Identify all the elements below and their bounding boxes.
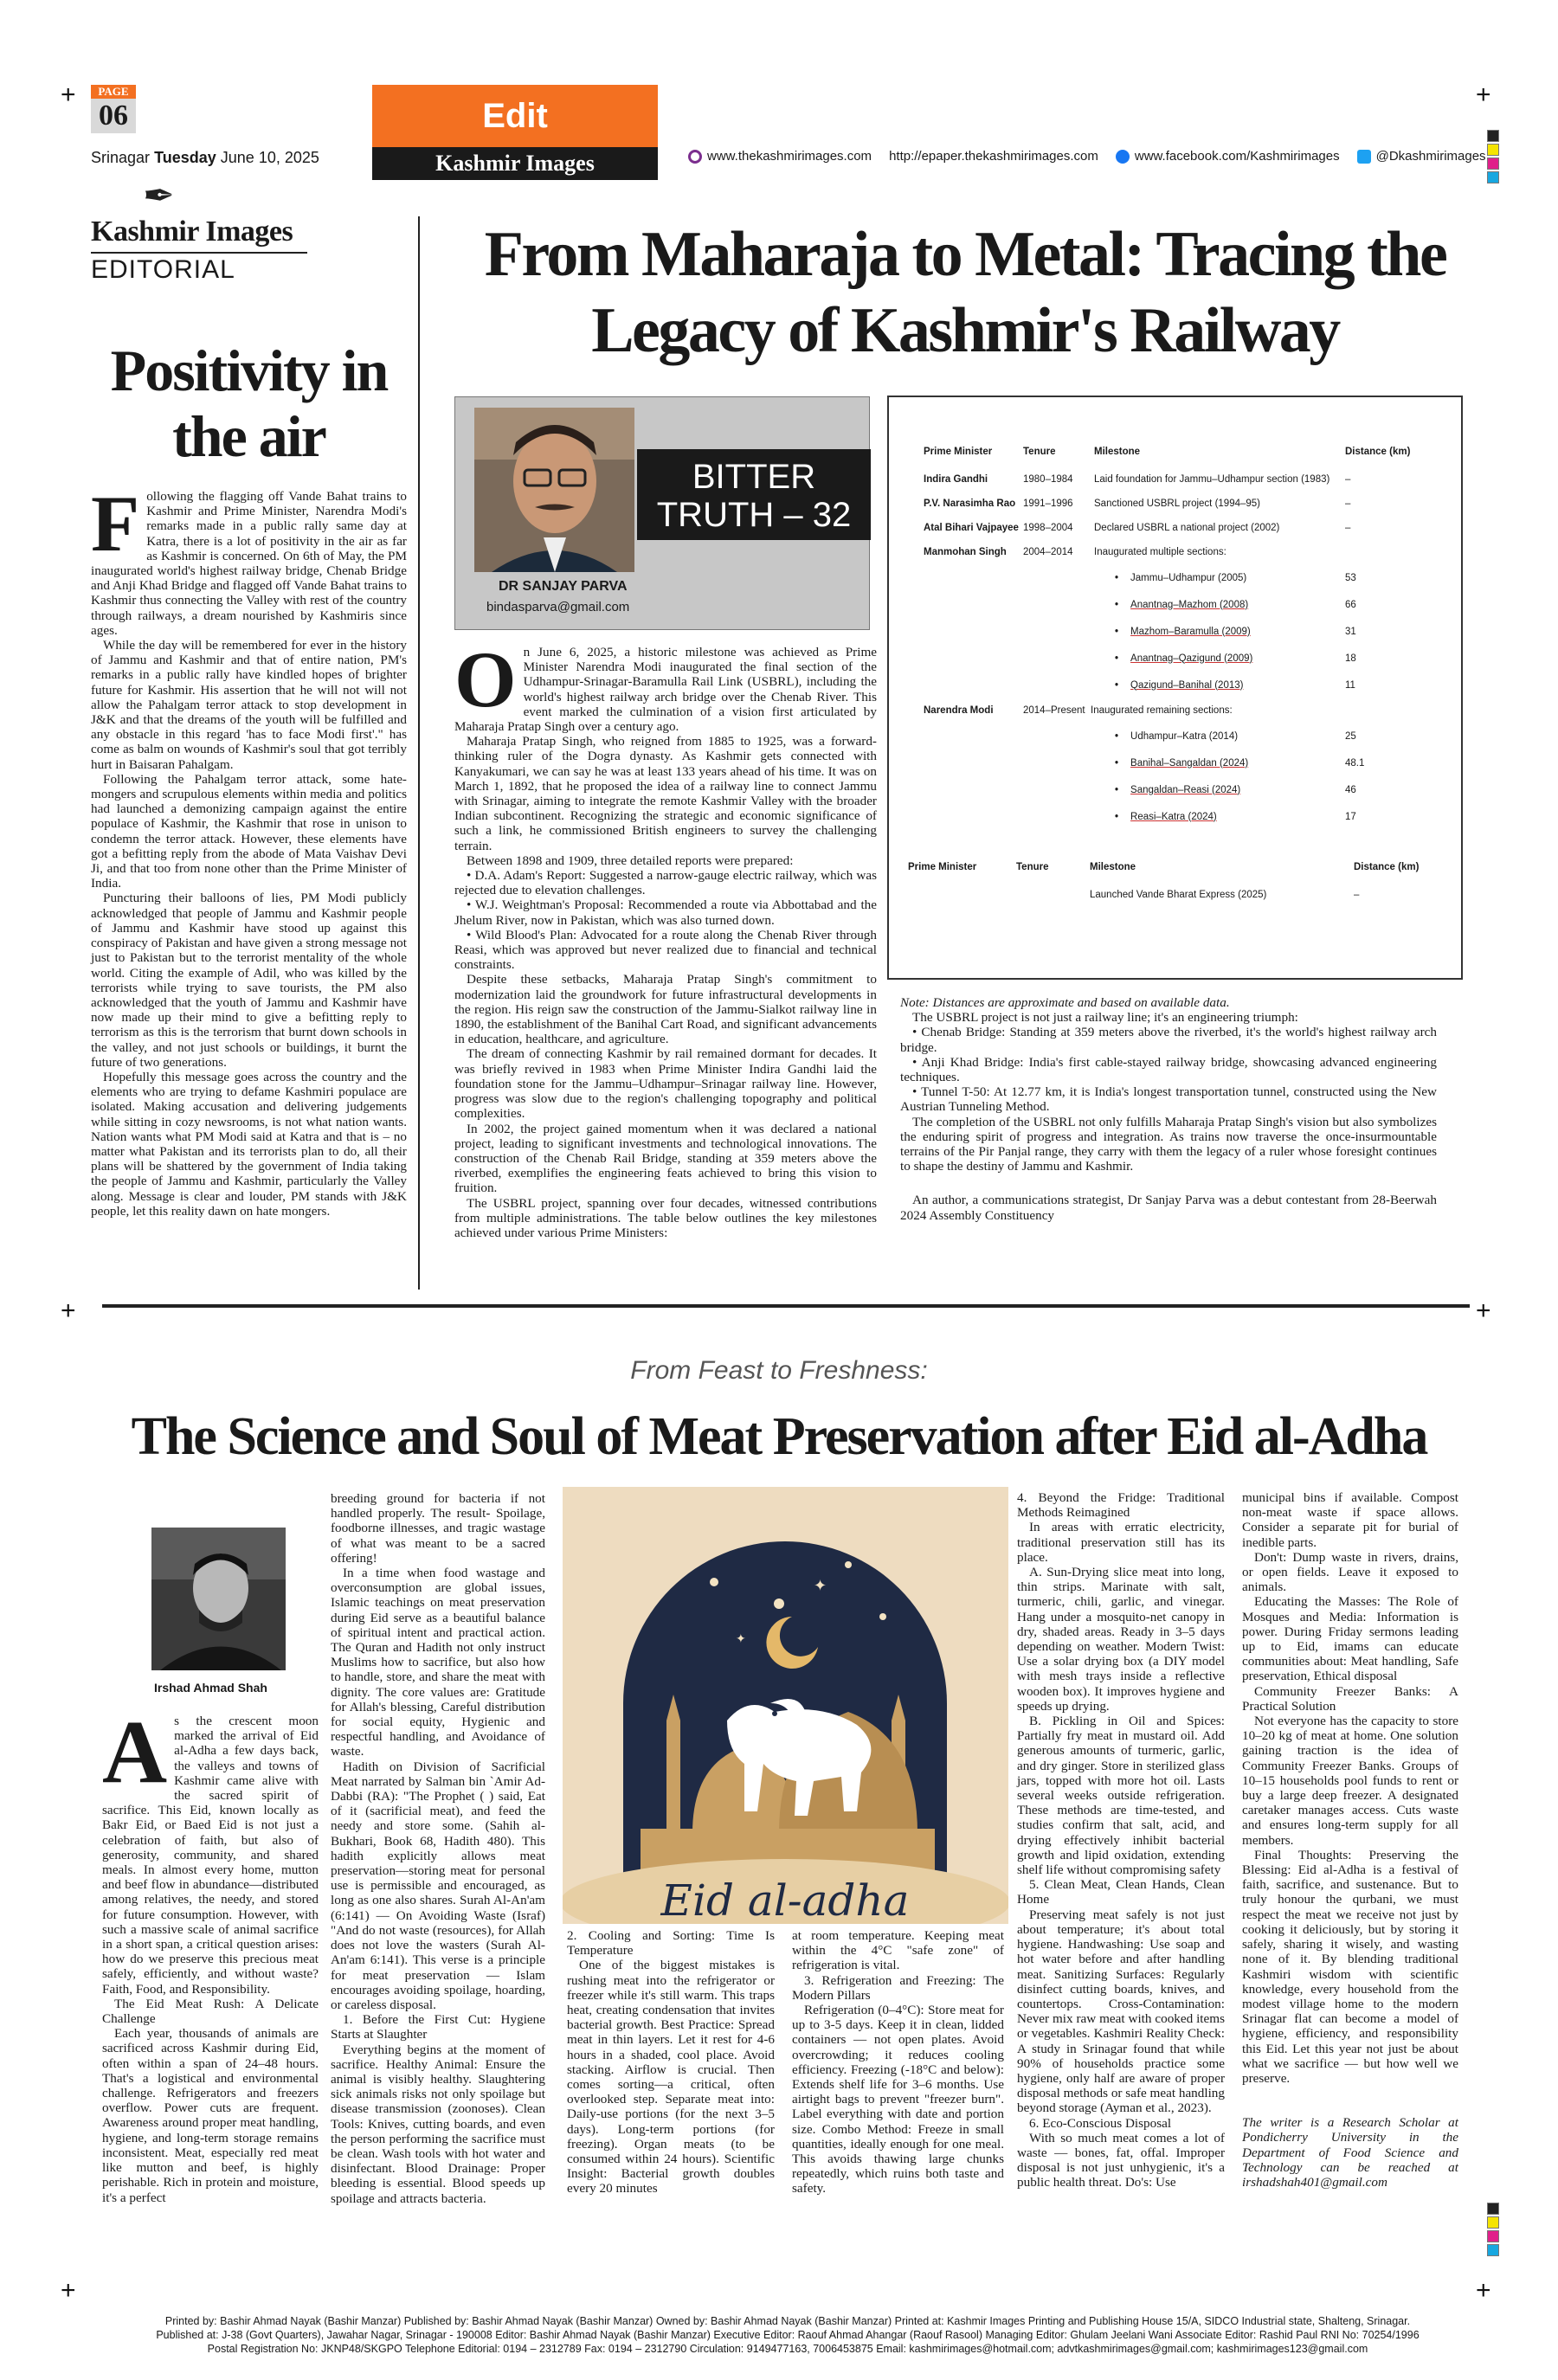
column-label-line: TRUTH – 32	[656, 496, 852, 534]
table-row	[924, 698, 1443, 723]
twitter-icon	[1357, 150, 1371, 164]
meat-column-2	[331, 1491, 545, 2206]
imprint-line: Printed by: Bashir Ahmad Nayak (Bashir Manzar) Published by: Bashir Ahmad Nayak (Bashir Manzar) Owned by: Bashir Ahmad Nayak (Bashir Manzar) Printed at: Kashmir Images Printing and Publishing House 15/A, SIDCO Industrial state, Shalteng, Srinagar.	[164, 2315, 1411, 2327]
color-swatch	[1487, 2244, 1499, 2256]
table-row	[908, 883, 1445, 907]
table-cell: 17	[1345, 811, 1356, 822]
table-row	[924, 749, 1443, 776]
registration-mark: +	[1476, 2276, 1491, 2305]
registration-mark: +	[1476, 80, 1491, 109]
railway-paragraph: • Chenab Bridge: Standing at 359 meters above the riverbed, it's the world's highest railway arch bridge.	[900, 1025, 1437, 1055]
meat-column-3	[567, 1928, 775, 2197]
table-cell: –	[1345, 523, 1351, 533]
table-cell: 25	[1345, 730, 1356, 742]
table-row	[924, 723, 1443, 749]
meat-paragraph: breeding ground for bacteria if not handled properly. The result- Spoilage, foodborne illnesses, and tragic wastage of what was meant to be a sacred offering!	[331, 1491, 545, 1566]
author-name: Irshad Ahmad Shah	[154, 1681, 267, 1695]
color-swatch	[1487, 171, 1499, 183]
table-cell: –	[1354, 890, 1360, 900]
facebook-link[interactable]	[1116, 149, 1340, 164]
railway-body-continued	[900, 995, 1437, 1223]
table-cell: Udhampur–Katra (2014)	[1130, 730, 1239, 742]
table-cell: Atal Bihari Vajpayee	[924, 523, 1019, 533]
meat-paragraph: Preserving meat safely is not just about temperature; it's about total hygiene. Handwashing: Use soap and hot water before and after handling meat. Sanitizing Surfaces: Regularly disinfect cutting boards, knives, and countertops. Cross-Contamination: Never mix raw meat with cooked items or vegetables. Kashmiri Reality Check: A study in Srinagar found that while 90% of households practice some hygiene, only half are aware of proper disposal methods or safe meat handling beyond storage (Ayman et al., 2023).	[1017, 1907, 1225, 2116]
meat-paragraph: Each year, thousands of animals are sacrificed across Kashmir during Eid, often within a span of 24–48 hours. That's a logistical and environmental challenge. Refrigerators and freezers overflow. Power cuts are frequent. Awareness around proper meat handling, hygiene, and long-term storage remains inconsistent. Meat, especially red meat like mutton and beef, is highly perishable. Rich in protein and moisture, it's a perfect	[102, 2026, 319, 2205]
color-swatch	[1487, 2203, 1499, 2215]
meat-paragraph: Refrigeration (0–4°C): Store meat for up to 3-5 days. Keep it in clean, lidded containers — not open plates. Avoid overcrowding; it reduces cooling efficiency. Freezing (-18°C and below): Extends shelf life for 3–6 months. Use airtight bags to prevent "freezer burn". Label everything with date and portion size. Combo Method: Freeze in small quantities, ideally enough for one meal. This avoids thawing large chunks repeatedly, which ruins both taste and safety.	[792, 2003, 1004, 2197]
bullet-item	[1115, 785, 1240, 795]
railway-paragraph: • Wild Blood's Plan: Advocated for a route along the Chenab River through Reasi, which was approved but never realized due to financial and technical constraints.	[454, 927, 877, 973]
meat-column-1	[102, 1702, 319, 2205]
milestone-table	[887, 396, 1463, 980]
editorial-paragraph: Puncturing their balloons of lies, PM Modi publicly acknowledged that people of Jammu and Kashmir people of Jammu and Kashmir have stood up against this conspiracy of Pakistan and have given a strong message not just to Pakistan but to the terrorist mentality of the whole world. Citing the example of Adil, who was killed by the terrorists while trying to save tourists, the PM also acknowledged that the youth of Jammu and Kashmir have now made up their mind to give a befitting reply to terrorism as this is the terrorism that burnt down schools in the valley, and not just schools or buildings, it burnt the future of two generations.	[91, 891, 407, 1070]
table-cell: Manmohan Singh	[924, 547, 1007, 557]
drop-cap: O	[454, 635, 517, 724]
table-header: Tenure	[1016, 862, 1049, 872]
table-row	[924, 591, 1443, 618]
table-cell: Laid foundation for Jammu–Udhampur section (1983)	[1094, 474, 1330, 485]
meat-column-4	[792, 1928, 1004, 2197]
railway-headline	[433, 216, 1497, 369]
table-cell: 2014–Present	[1023, 705, 1085, 716]
railway-paragraph: The USBRL project is not just a railway line; it's an engineering triumph:	[912, 1010, 1298, 1026]
table-cell: Declared USBRL a national project (2002)	[1094, 523, 1280, 533]
table-cell: P.V. Narasimha Rao	[924, 499, 1016, 509]
table-header: Prime Minister	[924, 447, 993, 457]
meat-paragraph: 1. Before the First Cut: Hygiene Starts at Slaughter	[331, 2012, 545, 2042]
color-swatch	[1487, 158, 1499, 170]
meat-paragraph: 6. Eco-Conscious Disposal	[1029, 2115, 1172, 2131]
twitter-link[interactable]	[1357, 149, 1486, 164]
table-cell: 2004–2014	[1023, 547, 1073, 557]
table-cell: Sanctioned USBRL project (1994–95)	[1094, 499, 1260, 509]
table-row	[924, 516, 1443, 540]
author-photo	[151, 1528, 286, 1670]
author-name: DR SANJAY PARVA	[499, 579, 628, 594]
editorial-headline: Positivity in the air	[110, 338, 388, 469]
table-header: Prime Minister	[908, 862, 977, 872]
table-cell: Qazigund–Banihal (2013)	[1130, 679, 1244, 691]
railway-paragraph: The dream of connecting Kashmir by rail remained dormant for decades. It was briefly revived in 1983 when Prime Minister Indira Gandhi laid the foundation stone for the Jammu–Udhampur–Srinagar railway line. However, progress was slow due to the region's challenging topography and political complexities.	[454, 1046, 877, 1122]
author-bio: The writer is a Research Scholar at Pondicherry University in the Department of Food Science and Technology can be reached at irshadshah401@gmail.com	[1242, 2115, 1458, 2190]
registration-mark: +	[61, 2276, 76, 2305]
table-cell: Indira Gandhi	[924, 474, 988, 485]
editorial-paragraph: Following the Pahalgam terror attack, some hate-mongers and scrupulous elements within media and politics had launched a demonizing campaign against the entire populace of Kashmir, the Kashmir that rose in unison to condemn the terror attack. However, these elements have got a befitting reply from the abode of Mata Vaishav Devi Ji, and that too from none other than the Prime Minister of India.	[91, 771, 407, 891]
section-divider	[102, 1304, 1470, 1308]
epaper-link[interactable]: http://epaper.thekashmirimages.com	[889, 149, 1098, 164]
bullet-item	[1115, 600, 1248, 610]
table-cell: –	[1345, 474, 1351, 485]
facebook-icon	[1116, 150, 1130, 164]
table-row	[924, 564, 1443, 591]
meat-paragraph: 5. Clean Meat, Clean Hands, Clean Home	[1017, 1877, 1225, 1907]
color-swatch	[1487, 2230, 1499, 2242]
table-row	[924, 492, 1443, 516]
table-cell: 11	[1345, 679, 1355, 691]
color-swatch	[1487, 2216, 1499, 2229]
railway-paragraph: The completion of the USBRL not only fulfills Maharaja Pratap Singh's vision but also symbolizes the enduring spirit of progress and integration. As trains now traverse the once-insurmountable terrains of the Pir Panjal range, they carry with them the legacy of a ruler whose foresight continues to shape the destiny of Jammu and Kashmir.	[900, 1114, 1437, 1174]
railway-headline-line: Legacy of Kashmir's Railway	[591, 295, 1339, 366]
drop-cap: A	[102, 1702, 168, 1802]
table-cell: 31	[1345, 626, 1356, 637]
meat-paragraph: Don't: Dump waste in rivers, drains, or open fields. Leave it exposed to animals.	[1242, 1549, 1458, 1595]
table-header-row	[924, 436, 1443, 467]
bullet-item	[1115, 573, 1246, 583]
page-number-badge	[91, 85, 156, 137]
meat-paragraph: Not everyone has the capacity to store 10–20 kg of meat at home. One solution gaining traction is the idea of Community Freezer Banks. Groups of 10–15 households pool funds to rent or buy a large deep freezer. A designated caretaker manages access. Cuts waste and ensures long-term supply for all members.	[1242, 1714, 1458, 1848]
railway-body	[454, 635, 877, 1240]
globe-icon	[688, 150, 702, 164]
dateline-day: Tuesday	[154, 149, 216, 166]
table-row	[924, 672, 1443, 698]
railway-paragraph: In 2002, the project gained momentum when it was declared a national project, leading to significant investments and technological innovations. The construction of the Chenab Rail Bridge, standing at 359 meters above the riverbed, exemplifies the engineering feats achieved to bring this vision to fruition.	[454, 1121, 877, 1196]
author-email[interactable]: bindasparva@gmail.com	[486, 600, 630, 614]
editorial-paragraph	[91, 479, 407, 638]
meat-paragraph: 4. Beyond the Fridge: Traditional Methods Reimagined	[1017, 1490, 1225, 1521]
quill-icon: ✒	[143, 175, 175, 217]
editorial-paragraph: Hopefully this message goes across the country and the elements who are trying to defame Kashmiri populace are isolated. Making accusation and delivering judgements while sitting in cozy newsrooms, is not what nation wants. Nation wants what PM Modi said at Katra and that is – no matter what Pakistan and its terrorists plan to do, all their plans will be shattered by the government of India taking the people of Jammu and Kashmir, particularly the Valley along. Message is clear and louder, PM stands with J&K people, let this reality dawn on hate mongers.	[91, 1069, 407, 1219]
meat-paragraph: B. Pickling in Oil and Spices: Partially fry meat in mustard oil. Add generous amounts of turmeric, garlic, and dry ginger. Store in sterilized glass jars, topped with more hot oil. Lasts several weeks outside refrigeration. These methods are time-tested, and studies confirm that salt, acid, and drying effectively inhibit bacterial growth and lipid oxidation, extending shelf life without compromising safety	[1017, 1714, 1225, 1878]
color-swatch	[1487, 144, 1499, 156]
table-cell: 1998–2004	[1023, 523, 1073, 533]
table-cell	[1345, 540, 1443, 564]
table-cell: Sangaldan–Reasi (2024)	[1130, 784, 1241, 795]
meat-paragraph: One of the biggest mistakes is rushing meat into the refrigerator or freezer while it's still warm. This traps heat, creating condensation that invites bacterial growth. Best Practice: Spread meat in thin layers. Let it rest for 4-6 hours in a shaded, cool place. Avoid stacking. Airflow is crucial. Then comes sorting—a critical, often overlooked step. Separate meat into: Daily-use portions (for the next 3–5 days). Long-term portions (for freezing). Organ meats (to be consumed within 24 hours). Scientific Insight: Bacterial growth doubles every 20 minutes	[567, 1958, 775, 2197]
table-header: Tenure	[1023, 447, 1056, 457]
meat-paragraph: In a time when food wastage and overconsumption are global issues, Islamic teachings on meat preservation during Eid serve as a beautiful balance of spiritual intent and practical action. The Quran and Hadith not only instruct Muslims how to sacrifice, but also how to handle, store, and share the meat with dignity. The core values are: Gratitude for Allah's blessing, Careful distribution for social equity, Hygienic and respectful handling, and Avoidance of waste.	[331, 1566, 545, 1759]
column-label	[637, 449, 871, 540]
meat-paragraph: 2. Cooling and Sorting: Time Is Temperature	[567, 1928, 775, 1959]
table-header: Distance (km)	[1345, 447, 1411, 457]
editorial-text: ollowing the flagging off Vande Bahat trains to Kashmir and Prime Minister, Narendra Modi's remarks made in a public rally same day at Katra, there is a lot of positivity in the air as far as Kashmir is concerned. On 6th of May, the PM inaugurated world's highest railway bridge, Chenab Bridge and Anji Khad Bridge and flagged off Vande Bahat trains to Kashmir thus connecting the Valley with rest of the country through railways, a dream nourished by Kashmiris since ages.	[91, 489, 407, 638]
railway-text: n June 6, 2025, a historic milestone was achieved as Prime Minister Narendra Modi inaugurated the final section of the Udhampur-Srinagar-Baramulla Rail Link (USBRL), including the world's highest railway arch bridge over the Chenab River. This event marked the culmination of a vision first articulated by Maharaja Pratap Singh over a century ago.	[454, 645, 877, 735]
registration-mark: +	[61, 80, 76, 109]
table-cell: –	[1345, 499, 1351, 509]
table-cell: Mazhom–Baramulla (2009)	[1130, 626, 1251, 637]
dateline-city: Srinagar	[91, 149, 151, 166]
color-swatch	[1487, 130, 1499, 142]
imprint-line: Postal Registration No: JKNP48/SKGPO Telephone Editorial: 0194 – 2312789 Fax: 0194 – 2312790 Circulation: 9149477163, 7006453875 Email: kashmirimages@hotmail.com; advtkashmirimages@gmail.com; kashmirimages123@gmail.com	[207, 2343, 1368, 2355]
table-row	[924, 776, 1443, 803]
page-label: PAGE	[91, 85, 136, 99]
railway-paragraph: • D.A. Adam's Report: Suggested a narrow-gauge electric railway, which was rejected due to elevation challenges.	[454, 868, 877, 898]
table-cell: Anantnag–Qazigund (2009)	[1130, 653, 1253, 664]
table-cell: Banihal–Sangaldan (2024)	[1130, 757, 1249, 769]
railway-paragraph	[454, 635, 877, 735]
page-number: 06	[91, 99, 136, 133]
railway-paragraph: Despite these setbacks, Maharaja Pratap Singh's commitment to modernization laid the groundwork for future infrastructural developments in the region. His reign saw the construction of the Jammu-Sialkot railway line in 1890, the establishment of the Banihal Cart Road, and significant advancements in education, healthcare, and agriculture.	[454, 972, 877, 1047]
imprint-footer	[113, 2314, 1463, 2356]
registration-mark: +	[1476, 1296, 1491, 1325]
table-cell: Reasi–Katra (2024)	[1130, 811, 1217, 822]
meat-paragraph: A. Sun-Drying slice meat into long, thin strips. Marinate with salt, turmeric, chili, garlic, and vinegar. Hang under a mosquito-net canopy in dry, shaded areas. Ready in 3–5 days depending on weather. Modern Twist: Use a solar drying box (a DIY model with mesh trays inside a reflective wooden box). It improves hygiene and speeds up drying.	[1017, 1565, 1225, 1714]
bullet-item	[1115, 680, 1243, 691]
registration-mark: +	[61, 1296, 76, 1325]
railway-paragraph: • Tunnel T-50: At 12.77 km, it is India's longest transportation tunnel, constructed using the New Austrian Tunneling Method.	[900, 1084, 1437, 1115]
table-cell: 1991–1996	[1023, 499, 1073, 509]
meat-paragraph: Community Freezer Banks: A Practical Solution	[1242, 1683, 1458, 1714]
bullet-item	[1115, 653, 1252, 664]
paper-name: Kashmir Images	[372, 147, 658, 180]
meat-paragraph: Final Thoughts: Preserving the Blessing: Eid al-Adha is a festival of faith, sacrifice, and sustenance. But to truly honour the qurbani, we must respect the meat we receive not just by cooking it deliciously, but by storing it safely, sharing it wisely, and wasting none of it. By blending traditional Kashmiri wisdom with scientific knowledge, every household from the modest village home to the modern Srinagar flat can become a model of hygiene, efficiency, and responsibility this Eid. Let this year not just be about what we sacrifice — but how well we preserve.	[1242, 1847, 1458, 2086]
author-photo	[474, 408, 634, 572]
table-cell: 66	[1345, 599, 1356, 610]
column-byline-box	[454, 396, 870, 630]
section-title: Edit	[372, 85, 658, 147]
table-cell: Inaugurated multiple sections:	[1094, 547, 1226, 557]
railway-paragraph: • Anji Khad Bridge: India's first cable-stayed railway bridge, showcasing advanced engineering techniques.	[900, 1054, 1437, 1085]
table-row	[924, 540, 1443, 564]
meat-column-5	[1017, 1490, 1225, 2190]
meat-headline: The Science and Soul of Meat Preservation after Eid al-Adha	[131, 1407, 1427, 1466]
kicker: From Feast to Freshness:	[630, 1356, 928, 1385]
table-header: Distance (km)	[1354, 862, 1420, 872]
table-row	[924, 645, 1443, 672]
svg-text:✦: ✦	[814, 1577, 827, 1595]
table-row	[924, 618, 1443, 645]
meat-paragraph: Everything begins at the moment of sacrifice. Healthy Animal: Ensure the animal is visibly healthy. Slaughtering sick animals risks not only spoilage but disease transmission (zoonoses). Clean Tools: Knives, cutting boards, and even the person performing the sacrifice must be clean. Wash tools with hot water and disinfectant. Blood Drainage: Proper bleeding is essential. Blood speeds up spoilage and attracts bacteria.	[331, 2042, 545, 2206]
railway-paragraph: Maharaja Pratap Singh, who reigned from 1885 to 1925, was a forward-thinking ruler of the Dogra dynasty. As Kashmir gets connected with Kanyakumari, we can say he was at least 133 years ahead of his time. It was on March 1, 1892, that he proposed the idea of a railway line to connect Jammu with Srinagar, aiming to integrate the remote Kashmir Valley with the broader Indian subcontinent. Recognizing the strategic and economic significance of such a link, he commissioned British engineers to survey the challenging terrain.	[454, 734, 877, 853]
meat-paragraph: at room temperature. Keeping meat within the 4°C "safe zone" of refrigeration is vital.	[792, 1928, 1004, 1973]
column-divider	[418, 216, 420, 1290]
railway-paragraph: • W.J. Weightman's Proposal: Recommended a route via Abbottabad and the Jhelum River, now in Pakistan, which was also turned down.	[454, 897, 877, 928]
dateline-date: June 10, 2025	[220, 149, 319, 166]
bullet-item	[1115, 758, 1248, 769]
meat-paragraph: 3. Refrigeration and Freezing: The Modern Pillars	[792, 1972, 1004, 2003]
table-row	[924, 467, 1443, 492]
table-header: Milestone	[1094, 447, 1141, 457]
table-cell: 53	[1345, 572, 1356, 583]
imprint-line: Published at: J-38 (Govt Quarters), Jawahar Nagar, Srinagar - 190008 Editor: Bashir Ahmad Nayak (Bashir Manzar) Executive Editor: Raouf Ahmad Ahangar (Raouf Rasool) Managing Editor: Ghulam Jeelani Wani Associate Editor: Rashid Paul RNI No: 70254/1996	[156, 2329, 1420, 2341]
masthead-links	[688, 149, 1486, 164]
drop-cap: F	[91, 479, 140, 568]
eid-illustration	[563, 1487, 1008, 1924]
meat-paragraph: With so much meat comes a lot of waste — bones, fat, offal. Improper disposal is not just unhygienic, it's a public health threat. Do's: Use	[1017, 2130, 1225, 2190]
milestone-table-main	[924, 436, 1443, 830]
illustration-caption: Eid al-adha	[660, 1875, 910, 1924]
table-cell: Inaugurated remaining sections:	[1091, 705, 1233, 716]
meat-paragraph: In areas with erratic electricity, traditional preservation still has its place.	[1017, 1520, 1225, 1565]
twitter-link-text: @Dkashmirimages	[1375, 149, 1486, 164]
meat-paragraph: municipal bins if available. Compost non-meat waste if space allows. Consider a separate pit for burial of inedible parts.	[1242, 1490, 1458, 1550]
meat-paragraph: Hadith on Division of Sacrificial Meat narrated by Salman bin `Amir Ad-Dabbi (RA): "The Prophet ( ) said, Eat of it (sacrificial meat), and feed the needy and store some. (Sahih al-Bukhari, Book 68, Hadith 480). This hadith explicitly allows meat preservation—storing meat for personal use is permissible and encouraged, as long as one also shares. Surah Al-An'am (6:141) — On Avoiding Waste (Israf) "And do not waste (resources), for Allah does not love the wasters (Surah Al-An'am 6:141). This verse is a principle for meat preservation — Islam encourages avoiding spoilage, hoarding, or careless disposal.	[331, 1759, 545, 2012]
editorial-logo	[91, 177, 307, 285]
website-link[interactable]	[688, 149, 872, 164]
logo-name: Kashmir Images	[91, 215, 293, 248]
meat-paragraph	[102, 1702, 319, 1997]
railway-paragraph: The USBRL project, spanning over four decades, witnessed contributions from multiple administrations. The table below outlines the key milestones achieved under various Prime Ministers:	[454, 1195, 877, 1240]
meat-column-6	[1242, 1490, 1458, 2190]
table-header-row	[908, 852, 1445, 883]
website-link-text: www.thekashmirimages.com	[707, 149, 872, 164]
dateline	[91, 149, 319, 167]
meat-text: s the crescent moon marked the arrival of Eid al-Adha a few days back, the valleys and towns of Kashmir came alive with the sacred spirit of sacrifice. This Eid, known locally as Bakr Eid, or Baed Eid is not just a celebration of faith, but also of generosity, community, and shared meals. In almost every home, mutton and beef flow in abundance—distributed among relatives, the needy, and stored for future consumption. However, with such a massive scale of animal sacrifice in a short span, a critical question arises: how do we preserve this precious meat safely, efficiently, and without waste? Faith, Food, and Responsibility.	[102, 1714, 319, 1997]
bullet-item	[1115, 731, 1238, 742]
editorial-paragraph: While the day will be remembered for ever in the history of Jammu and Kashmir and that of entire nation, PM's remarks in a public rally have kindled hopes of brighter future for Kashmir. His assertion that he will not will not allow the Pahalgam terror attack to stop development in J&K and that the dreams of the youth will be fulfilled and any obstacle in this regard 'has to face Modi first'." has come as balm on wounds of Kashmir's soul that got terribly hurt in Baisaran Pahalgam.	[91, 638, 407, 772]
eid-illustration-art	[563, 1487, 1008, 1924]
meat-paragraph: Educating the Masses: The Role of Mosques and Media: Information is power. During Friday sermons leading up to Eid, imams can educate communities about: Meat handling, Safe preservation, Ethical disposal	[1242, 1594, 1458, 1684]
table-cell: Launched Vande Bharat Express (2025)	[1090, 890, 1267, 900]
table-cell: 46	[1345, 784, 1356, 795]
railway-paragraph: Between 1898 and 1909, three detailed reports were prepared:	[467, 852, 794, 868]
column-label-line: BITTER	[692, 458, 816, 496]
svg-text:✦: ✦	[736, 1632, 746, 1646]
railway-headline-line: From Maharaja to Metal: Tracing the	[484, 219, 1446, 290]
author-bio: An author, a communications strategist, Dr Sanjay Parva was a debut contestant from 28-Beerwah 2024 Assembly Constituency	[900, 1193, 1437, 1223]
table-cell: 18	[1345, 653, 1356, 664]
meat-paragraph: The Eid Meat Rush: A Delicate Challenge	[102, 1996, 319, 2027]
bullet-item	[1115, 812, 1217, 822]
section-banner	[372, 85, 658, 180]
facebook-link-text: www.facebook.com/Kashmirimages	[1134, 149, 1340, 164]
table-note: Note: Distances are approximate and based on available data.	[900, 995, 1230, 1010]
table-cell: 48.1	[1345, 757, 1365, 769]
milestone-table-secondary	[908, 852, 1445, 907]
editorial-body	[91, 479, 407, 1219]
table-cell: 1980–1984	[1023, 474, 1073, 485]
bullet-item	[1115, 627, 1251, 637]
table-row	[924, 803, 1443, 830]
table-cell: Narendra Modi	[924, 705, 994, 716]
logo-section: EDITORIAL	[91, 252, 307, 285]
table-cell: Jammu–Udhampur (2005)	[1130, 572, 1247, 583]
table-header: Milestone	[1090, 862, 1136, 872]
table-cell: Anantnag–Mazhom (2008)	[1130, 599, 1249, 610]
